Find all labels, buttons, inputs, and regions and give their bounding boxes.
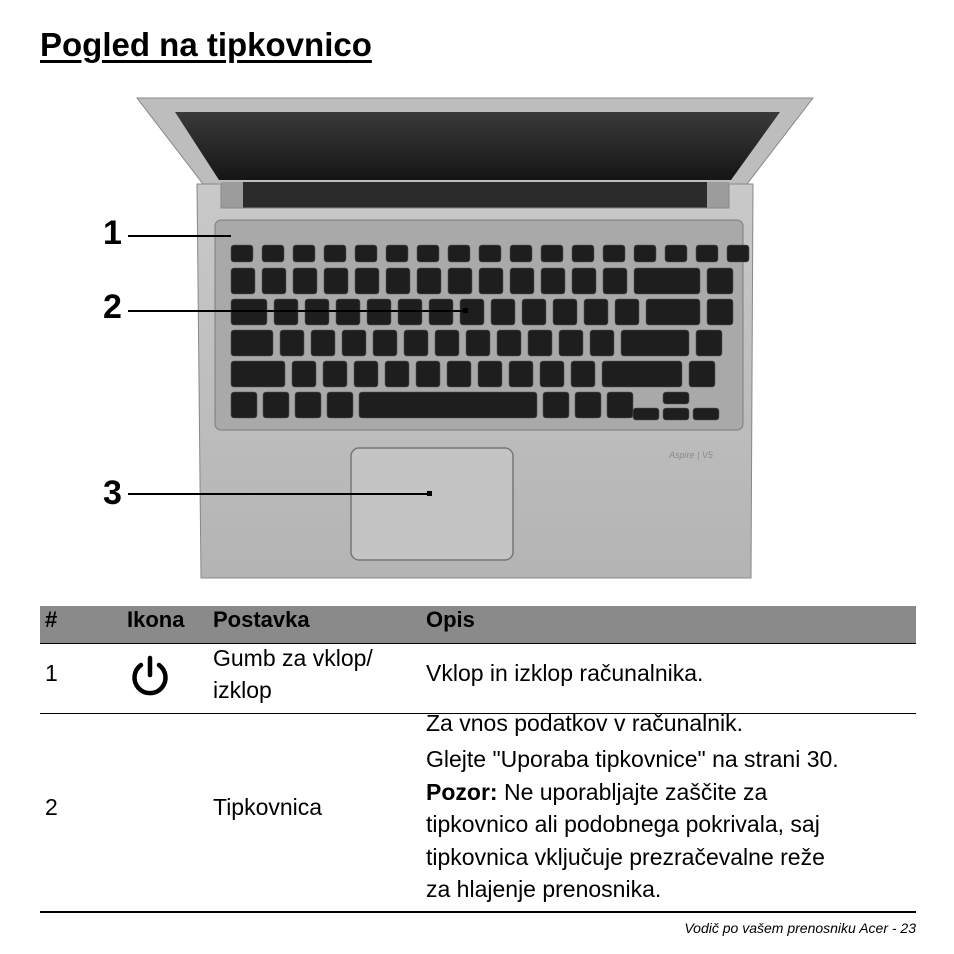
col-header-item: Postavka [213, 607, 310, 632]
keyboard-key [359, 392, 537, 418]
keyboard-key [541, 245, 563, 262]
keyboard-key [398, 299, 422, 325]
callout-3-line [128, 493, 428, 495]
keyboard-key [543, 392, 569, 418]
callout-2-line [128, 310, 464, 312]
keyboard-key [327, 392, 353, 418]
keyboard-key [435, 330, 459, 356]
keyboard-key [646, 299, 700, 325]
row2-desc-line2: Glejte "Uporaba tipkovnice" na strani 30. [426, 746, 839, 772]
keyboard-key [572, 245, 594, 262]
keyboard-key [540, 361, 564, 387]
keyboard-key [231, 361, 285, 387]
keyboard-key [541, 268, 565, 294]
keyboard-key [355, 268, 379, 294]
keyboard-key [367, 299, 391, 325]
row2-warning-line2: tipkovnico ali podobnega pokrivala, saj [426, 811, 820, 837]
callout-3: 3 [103, 474, 122, 512]
row2-item: Tipkovnica [213, 794, 323, 820]
keyboard-key [571, 361, 595, 387]
keyboard-key [621, 330, 689, 356]
power-icon [128, 655, 172, 699]
keyboard-key [491, 299, 515, 325]
keyboard-key [696, 330, 722, 356]
row1-item-line1: Gumb za vklop/ [213, 645, 373, 671]
keyboard-key [342, 330, 366, 356]
keyboard-key [575, 392, 601, 418]
keyboard-key [607, 392, 633, 418]
keyboard-key [324, 245, 346, 262]
keyboard-key [479, 245, 501, 262]
warning-label: Pozor: [426, 779, 498, 805]
keyboard-key [479, 268, 503, 294]
keyboard-key [634, 245, 656, 262]
row2-warning-line1 [426, 776, 767, 808]
page-footer: Vodič po vašem prenosniku Acer - 23 [684, 920, 916, 936]
keyboard-key [448, 245, 470, 262]
keyboard-key [429, 299, 453, 325]
keyboard-key [354, 361, 378, 387]
keyboard-key [231, 299, 267, 325]
keyboard-key [386, 245, 408, 262]
col-header-icon: Ikona [127, 607, 185, 632]
keyboard-key [311, 330, 335, 356]
col-header-description: Opis [426, 607, 475, 632]
keyboard-key [417, 245, 439, 262]
keyboard-key [447, 361, 471, 387]
keyboard-key [416, 361, 440, 387]
page-title: Pogled na tipkovnico [40, 26, 372, 63]
keyboard-key [386, 268, 410, 294]
keyboard-key [602, 361, 682, 387]
keyboard-key [385, 361, 409, 387]
keyboard-key [231, 245, 253, 262]
header-rule [40, 643, 916, 644]
row2-number: 2 [45, 794, 58, 820]
keyboard-key [603, 268, 627, 294]
keyboard-key [584, 299, 608, 325]
keyboard-key [509, 361, 533, 387]
keyboard-key [590, 330, 614, 356]
keyboard-key [707, 299, 733, 325]
table-bottom-rule [40, 911, 916, 913]
keyboard-key [615, 299, 639, 325]
keyboard-key [262, 268, 286, 294]
warning-text-first: Ne uporabljajte zaščite za [497, 779, 768, 805]
callout-2: 2 [103, 288, 122, 326]
row1-number: 1 [45, 660, 58, 686]
keyboard-key [231, 392, 257, 418]
keyboard-key [510, 245, 532, 262]
row2-warning-line3: tipkovnica vključuje prezračevalne reže [426, 844, 825, 870]
svg-text:Aspire | V5: Aspire | V5 [669, 450, 713, 460]
keyboard-key [324, 268, 348, 294]
keyboard-key [292, 361, 316, 387]
keyboard-key [634, 268, 700, 294]
keyboard-key [231, 330, 273, 356]
col-header-number: # [45, 607, 58, 632]
keyboard-key [448, 268, 472, 294]
keyboard-key [663, 408, 689, 420]
keyboard-key [510, 268, 534, 294]
keyboard-key [727, 245, 749, 262]
keyboard-key [478, 361, 502, 387]
laptop-keyboard-illustration [135, 92, 815, 582]
keyboard-key [274, 299, 298, 325]
row2-desc-line1: Za vnos podatkov v računalnik. [426, 710, 744, 736]
keyboard-key [262, 245, 284, 262]
keyboard-key [323, 361, 347, 387]
keyboard-key [528, 330, 552, 356]
keyboard-key [293, 245, 315, 262]
keyboard-key [404, 330, 428, 356]
row2-warning-line4: za hlajenje prenosnika. [426, 876, 662, 902]
keyboard-key [305, 299, 329, 325]
keyboard-key [707, 268, 733, 294]
keyboard-key [522, 299, 546, 325]
keyboard-key [553, 299, 577, 325]
keyboard-key [693, 408, 719, 420]
row1-description: Vklop in izklop računalnika. [426, 660, 704, 686]
keyboard-key [696, 245, 718, 262]
callout-1: 1 [103, 214, 122, 252]
callout-1-line [128, 235, 231, 237]
keyboard-key [689, 361, 715, 387]
keyboard-key [633, 408, 659, 420]
keyboard-key [559, 330, 583, 356]
keyboard-key [572, 268, 596, 294]
keyboard-key [417, 268, 441, 294]
keyboard-key [336, 299, 360, 325]
row1-item-line2: izklop [213, 677, 272, 703]
keyboard-key [466, 330, 490, 356]
keyboard-key [293, 268, 317, 294]
keyboard-key [497, 330, 521, 356]
keyboard-key [665, 245, 687, 262]
keyboard-key [231, 268, 255, 294]
keyboard-key [373, 330, 397, 356]
keyboard-key [663, 392, 689, 404]
keyboard-key [355, 245, 377, 262]
keyboard-key [295, 392, 321, 418]
keyboard-key [280, 330, 304, 356]
callout-3-dot [427, 491, 432, 496]
keyboard-key [603, 245, 625, 262]
keyboard-key [263, 392, 289, 418]
callout-2-dot [463, 308, 468, 313]
